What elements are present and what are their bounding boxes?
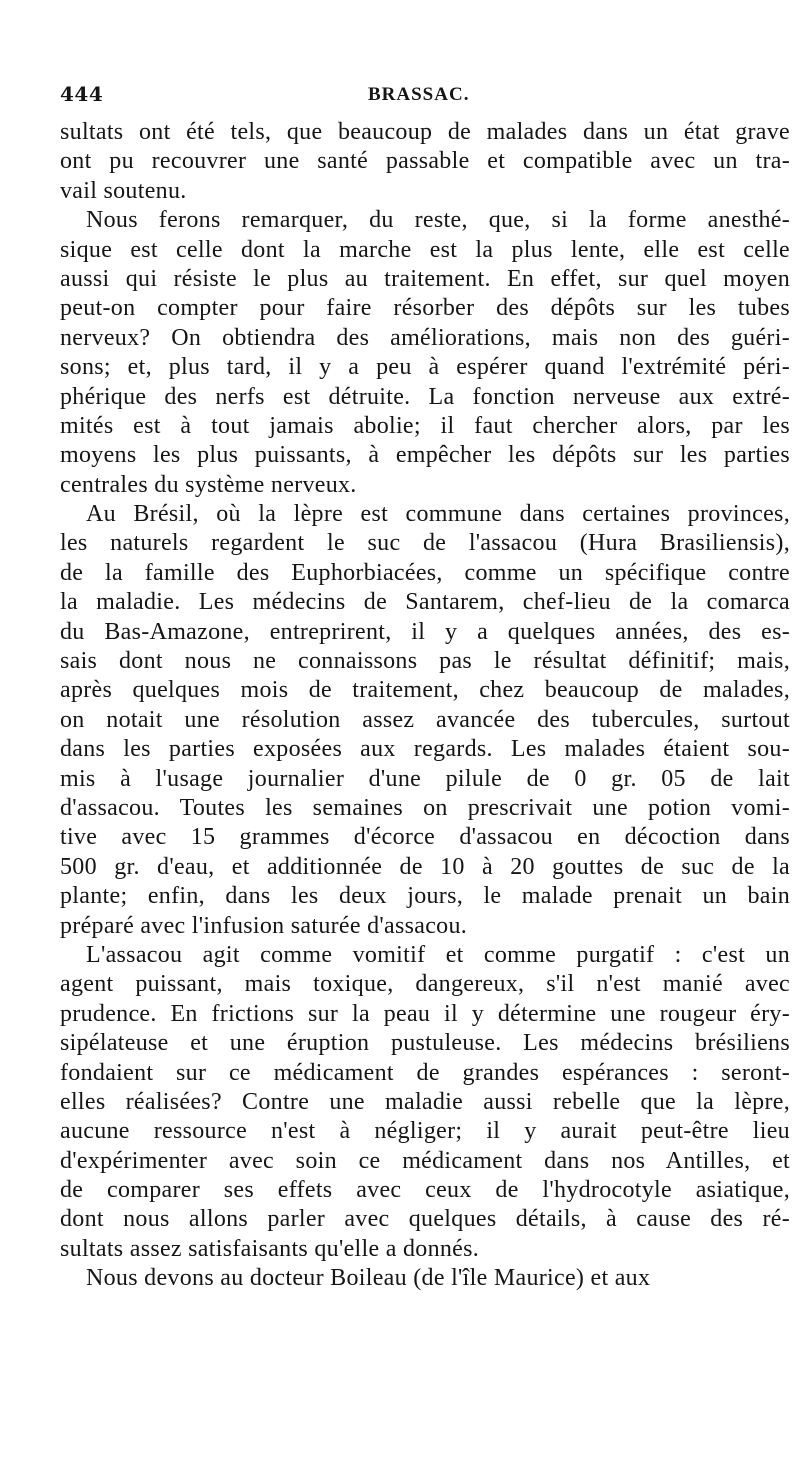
text-line: après quelques mois de traitement, chez beaucoup de malades, [60,677,790,704]
text-line: du Bas-Amazone, entreprirent, il y a quelques années, des es- [60,618,790,645]
text-line: L'assacou agit comme vomitif et comme purgatif : c'est un [86,941,790,968]
text-line: d'expérimenter avec soin ce médicament dans nos Antilles, et [60,1147,790,1174]
text-line: centrales du système nerveux. [60,471,357,498]
running-title: BRASSAC. [368,84,470,105]
text-line: les naturels regardent le suc de l'assacou (Hura Brasiliensis), [60,530,790,557]
text-line: dans les parties exposées aux regards. Les malades étaient sou- [60,736,790,763]
paragraph [60,941,790,1264]
text-line: fondaient sur ce médicament de grandes espérances : seront- [60,1059,790,1086]
text-line: de la famille des Euphorbiacées, comme un spécifique contre [60,559,790,586]
text-line: aucune ressource n'est à négliger; il y aurait peut-être lieu [60,1118,790,1145]
text-line: mités est à tout jamais abolie; il faut chercher alors, par les [60,412,790,439]
text-line: sultats ont été tels, que beaucoup de malades dans un état grave [60,119,790,145]
text-line: sultats assez satisfaisants qu'elle a donnés. [60,1235,480,1262]
text-line: phérique des nerfs est détruite. La fonction nerveuse aux extré- [60,383,790,410]
body-text [60,118,790,1294]
text-line: sipélateuse et une éruption pustuleuse. Les médecins brésiliens [60,1030,790,1057]
paragraph [60,206,790,500]
text-line: on notait une résolution assez avancée des tubercules, surtout [60,706,790,733]
text-line: agent puissant, mais toxique, dangereux, s'il n'est manié avec [60,971,790,998]
text-line: la maladie. Les médecins de Santarem, chef-lieu de la comarca [60,589,790,616]
page-number: 444 [60,82,104,106]
page-header [60,78,790,108]
text-line: moyens les plus puissants, à empêcher les dépôts sur les parties [60,442,790,469]
text-line: dont nous allons parler avec quelques détails, à cause des ré- [60,1206,790,1233]
text-line: mis à l'usage journalier d'une pilule de 0 gr. 05 de lait [60,765,790,792]
text-line: sais dont nous ne connaissons pas le résultat définitif; mais, [60,648,790,675]
text-line: préparé avec l'infusion saturée d'assacou. [60,912,468,939]
text-line: peut-on compter pour faire résorber des dépôts sur les tubes [60,295,790,322]
text-line: sons; et, plus tard, il y a peu à espérer quand l'extrémité péri- [60,354,790,381]
text-line: Nous devons au docteur Boileau (de l'île Maurice) et aux [86,1265,651,1292]
text-line: tive avec 15 grammes d'écorce d'assacou en décoction dans [60,824,790,851]
text-line: aussi qui résiste le plus au traitement. En effet, sur quel moyen [60,265,790,292]
text-line: Au Brésil, où la lèpre est commune dans certaines provinces, [86,501,790,528]
text-line: 500 gr. d'eau, et additionnée de 10 à 20 gouttes de suc de la [60,853,790,880]
text-line: de comparer ses effets avec ceux de l'hydrocotyle asiatique, [60,1177,790,1204]
text-line: Nous ferons remarquer, du reste, que, si la forme anesthé- [86,207,790,234]
text-line: prudence. En frictions sur la peau il y détermine une rougeur éry- [60,1000,790,1027]
paragraph [60,118,790,206]
text-line: plante; enfin, dans les deux jours, le malade prenait un bain [60,883,790,910]
paragraph [60,500,790,941]
text-line: sique est celle dont la marche est la plus lente, elle est celle [60,236,790,263]
text-line: ont pu recouvrer une santé passable et compatible avec un tra- [60,148,790,175]
text-line: d'assacou. Toutes les semaines on prescrivait une potion vomi- [60,794,790,821]
text-line: nerveux? On obtiendra des améliorations, mais non des guéri- [60,324,790,351]
text-line: elles réalisées? Contre une maladie aussi rebelle que la lèpre, [60,1088,790,1115]
text-line: vail soutenu. [60,177,187,204]
paragraph [60,1264,790,1293]
